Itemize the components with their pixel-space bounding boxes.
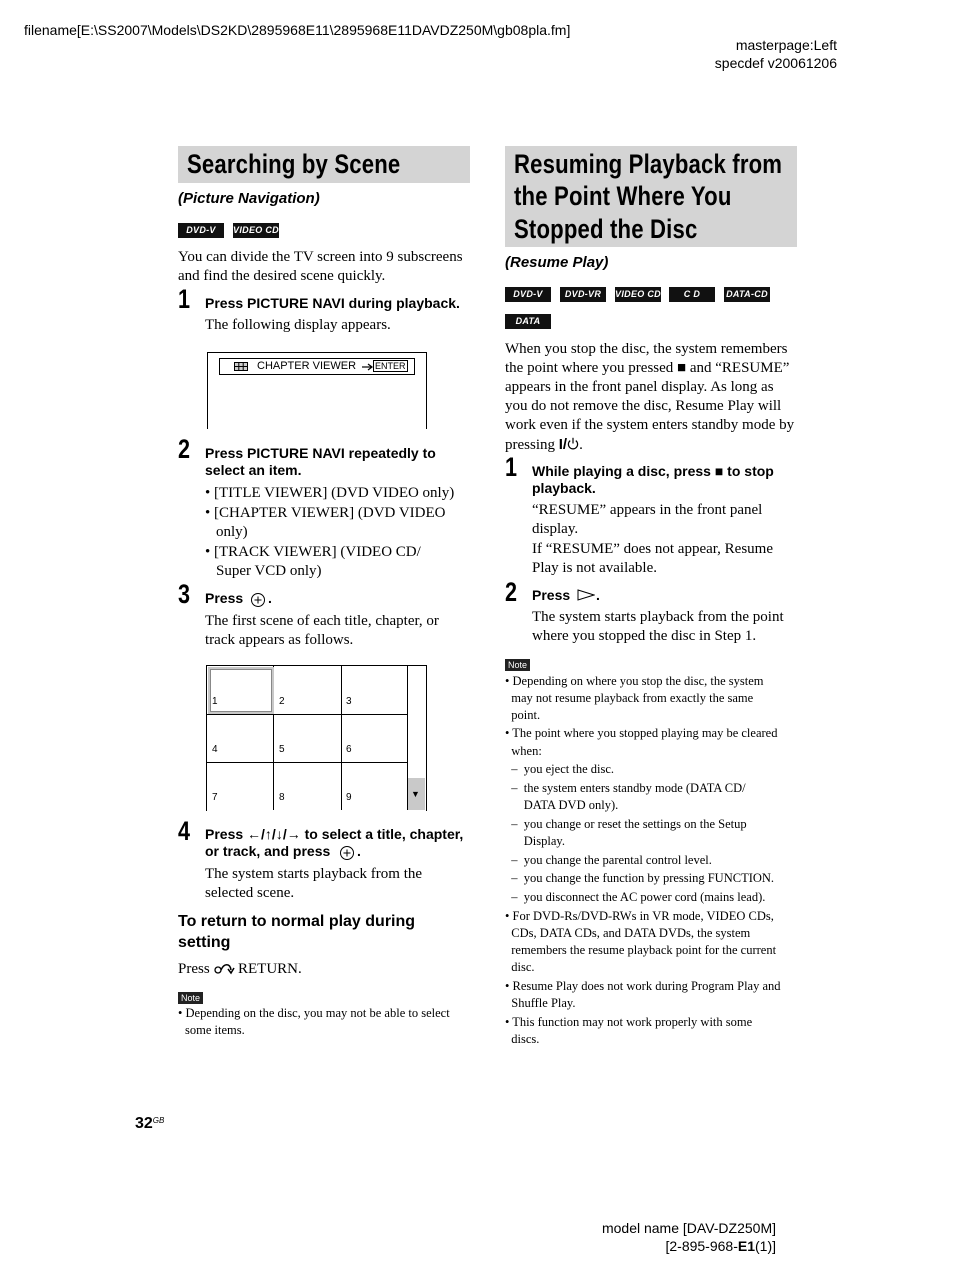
return-text: RETURN. (238, 961, 302, 977)
return-icon (213, 961, 235, 977)
cell-number: 3 (346, 696, 352, 707)
note-line: remembers the resume playback point for the current (505, 943, 777, 957)
page-number-suffix: GB (152, 1116, 165, 1125)
step-instruction: playback. (532, 480, 596, 496)
footer-model-name: model name [DAV-DZ250M] (601, 1220, 776, 1236)
cell-number: 8 (279, 792, 285, 803)
list-item: • [TRACK VIEWER] (VIDEO CD/ (205, 544, 421, 560)
disc-badge-video-cd: VIDEO CD (615, 287, 661, 302)
cell-number: 9 (346, 792, 352, 803)
step-body: “RESUME” appears in the front panel (532, 502, 763, 518)
note-line: – the system enters standby mode (DATA CD/ (505, 781, 746, 795)
intro-line: You can divide the TV screen into 9 subscreens (178, 249, 463, 265)
note-line: • Resume Play does not work during Program Play and (505, 979, 781, 993)
note-line: DATA DVD only). (505, 798, 619, 812)
enter-button-icon (250, 592, 266, 608)
note-line: Shuffle Play. (505, 996, 576, 1010)
step-instruction: or track, and press (205, 843, 331, 859)
step-instruction-end: . (268, 590, 272, 606)
step-instruction-end: . (357, 843, 361, 859)
intro-line: and find the desired scene quickly. (178, 268, 386, 284)
step-number: 1 (505, 452, 518, 482)
return-heading: setting (178, 934, 231, 951)
enter-button-icon (339, 845, 355, 861)
note-line: when: (505, 744, 542, 758)
page-number (135, 1115, 164, 1133)
note-badge: Note (178, 992, 203, 1004)
disc-badge-dvd-vr: DVD-VR (560, 287, 606, 302)
step-body: Play is not available. (532, 560, 657, 576)
footer-code-post: (1)] (755, 1238, 776, 1254)
section-subtitle: (Resume Play) (505, 254, 609, 271)
note-line: may not resume playback from exactly the same (505, 691, 754, 705)
footer-code (665, 1238, 776, 1254)
step-instruction: While playing a disc, press ■ to stop (532, 463, 774, 479)
disc-badge-video-cd: VIDEO CD (233, 223, 279, 238)
cell-number: 7 (212, 792, 218, 803)
step-body: If “RESUME” does not appear, Resume (532, 541, 774, 557)
step-number: 2 (505, 577, 518, 607)
note-line: – you eject the disc. (505, 762, 614, 776)
header-masterpage: masterpage:Left (735, 37, 837, 53)
disc-badge-data-dvd: DATA DVD (505, 314, 551, 329)
step-body: The system starts playback from the (205, 866, 423, 882)
footer-code-bold: E1 (737, 1238, 755, 1254)
intro-text: . (579, 437, 583, 453)
step-body: display. (532, 521, 579, 537)
section-subtitle: (Picture Navigation) (178, 190, 320, 207)
return-text: Press (178, 961, 210, 977)
page-number-value: 32 (135, 1115, 153, 1132)
note-line: – you change the function by pressing FUNCTION. (505, 871, 775, 885)
note-line: – you change or reset the settings on the Setup (505, 817, 747, 831)
step-number: 3 (178, 579, 191, 609)
list-item: • [CHAPTER VIEWER] (DVD VIDEO (205, 505, 446, 521)
step-instruction: Press PICTURE NAVI during playback. (205, 295, 460, 311)
grid-icon (234, 362, 248, 371)
note-line: discs. (505, 1032, 540, 1046)
step-body: The first scene of each title, chapter, or (205, 613, 439, 629)
step-body: selected scene. (205, 885, 295, 901)
note-line: • For DVD-Rs/DVD-RWs in VR mode, VIDEO CDs, (505, 909, 774, 923)
step-instruction-end: . (596, 587, 600, 603)
disc-badge-data-cd: DATA-CD (724, 287, 770, 302)
step-body: The following display appears. (205, 317, 391, 333)
intro-text: pressing (505, 437, 555, 453)
note-line: point. (505, 708, 541, 722)
note-line: • The point where you stopped playing may be cleared (505, 726, 778, 740)
cell-number: 1 (212, 696, 218, 707)
cell-number: 6 (346, 744, 352, 755)
section-title: Searching by Scene (187, 149, 401, 179)
header-filename: filename[E:\SS2007\Models\DS2KD\2895968E11\2895968E11DAVDZ250M\gb08pla.fm] (24, 22, 571, 38)
intro-line: work even if the system enters standby mode by (505, 417, 795, 433)
header-specdef: specdef v20061206 (714, 55, 837, 71)
list-item-cont: Super VCD only) (216, 563, 322, 579)
disc-badge-dvd-v: DVD-V (505, 287, 551, 302)
intro-line: you do not remove the disc, Resume Play will (505, 398, 782, 414)
step-number: 4 (178, 816, 191, 846)
step-number: 1 (178, 284, 191, 314)
list-item: • [TITLE VIEWER] (DVD VIDEO only) (205, 485, 455, 501)
grid-line (341, 665, 342, 810)
step-instruction: Press ←/↑/↓/→ to select a title, chapter, (205, 826, 464, 842)
note-line: • This function may not work properly with some (505, 1015, 753, 1029)
note-line: – you change the parental control level. (505, 853, 712, 867)
section-title: the Point Where You (514, 181, 732, 211)
step-instruction: Press (205, 590, 244, 606)
display-menu-bar (219, 358, 415, 375)
step-instruction: Press (532, 587, 571, 603)
step-body: The system starts playback from the point (532, 609, 784, 625)
grid-line (206, 714, 407, 715)
scroll-down-arrow: ▼ (411, 789, 420, 799)
note-line: – you disconnect the AC power cord (mains lead). (505, 890, 766, 904)
cell-number: 5 (279, 744, 285, 755)
footer-code-pre: [2-895-968- (665, 1238, 738, 1254)
step-instruction: Press PICTURE NAVI repeatedly to (205, 445, 436, 461)
disc-badge-dvd-v: DVD-V (178, 223, 224, 238)
grid-line (206, 762, 407, 763)
step-instruction: select an item. (205, 462, 302, 478)
list-item-cont: only) (216, 524, 248, 540)
display-enter-key: ENTER (375, 361, 406, 371)
display-label: CHAPTER VIEWER (257, 360, 357, 372)
note-line: some items. (185, 1023, 245, 1037)
section-title: Resuming Playback from (514, 149, 783, 179)
cell-number: 4 (212, 744, 218, 755)
section-title: Stopped the Disc (514, 214, 698, 244)
note-line: • Depending on the disc, you may not be able to select (178, 1006, 450, 1020)
intro-line: the point where you pressed ■ and “RESUME” (505, 360, 790, 376)
step-body: where you stopped the disc in Step 1. (532, 628, 757, 644)
step-number: 2 (178, 434, 191, 464)
play-icon (577, 589, 595, 601)
standby-label: I/ (558, 436, 568, 453)
note-line: Display. (505, 834, 565, 848)
step-body: track appears as follows. (205, 632, 354, 648)
note-line: • Depending on where you stop the disc, the system (505, 674, 764, 688)
note-line: disc. (505, 960, 535, 974)
disc-badge-cd: C D (669, 287, 715, 302)
intro-line: When you stop the disc, the system remembers (505, 341, 788, 357)
note-badge: Note (505, 659, 530, 671)
intro-line: appears in the front panel display. As long as (505, 379, 774, 395)
note-line: CDs, DATA CDs, and DATA DVDs, the system (505, 926, 751, 940)
return-heading: To return to normal play during (178, 913, 416, 930)
cell-number: 2 (279, 696, 285, 707)
power-icon (567, 437, 579, 450)
